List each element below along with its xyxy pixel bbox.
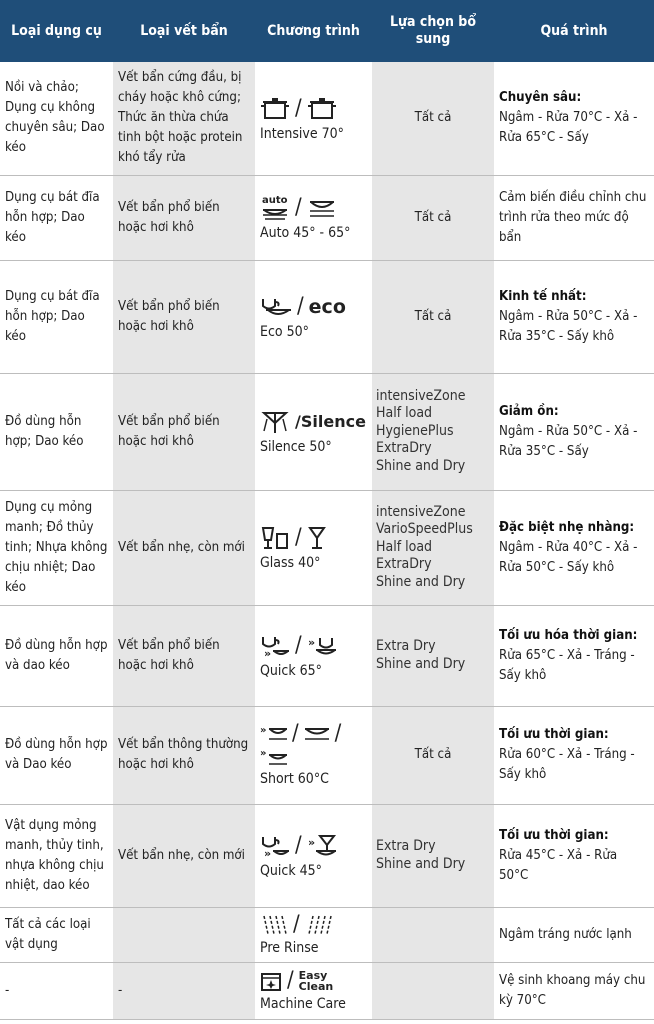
short-icon: » / / » [260, 720, 342, 759]
option-item: VarioSpeedPlus [376, 521, 473, 538]
cell-type: Nồi và chảo; Dụng cụ không chuyên sâu; Dao kéo [0, 62, 113, 175]
cell-soil: Vết bẩn phổ biến hoặc hơi khô [113, 605, 255, 706]
process-title: Tối ưu thời gian: [499, 727, 609, 742]
process-title: Tối ưu hóa thời gian: [499, 627, 638, 643]
cell-type: Đồ dùng hỗn hợp; Dao kéo [0, 373, 113, 490]
cell-options [372, 373, 494, 490]
program-name: Silence 50° [260, 439, 332, 455]
auto-dishes-icon: auto / [260, 193, 367, 223]
cell-program [255, 804, 372, 907]
process-title: Chuyên sâu: [499, 90, 582, 106]
cell-options [372, 605, 494, 706]
cell-type: Đồ dùng hỗn hợp và dao kéo [0, 605, 113, 706]
process-steps: Ngâm - Rửa 40°C - Xả - Rửa 50°C - Sấy khô [499, 539, 638, 575]
glass-icon: / [260, 523, 367, 553]
quick-icon: » / » [260, 631, 367, 661]
table-row [0, 260, 654, 373]
program-name: Intensive 70° [260, 125, 344, 142]
process-steps: Rửa 45°C - Xả - Rửa 50°C [499, 847, 618, 883]
cell-type: Đồ dùng hỗn hợp và Dao kéo [0, 706, 113, 804]
machine-care-icon: / Easy Clean [260, 968, 367, 994]
cell-soil: Vết bẩn nhẹ, còn mới [113, 490, 255, 605]
cell-type: - [0, 962, 113, 1019]
cell-soil: - [113, 962, 255, 1019]
cell-options: Tất cả [372, 62, 494, 175]
table-row [0, 804, 654, 907]
cell-program [255, 605, 372, 706]
auto-label: auto [262, 195, 288, 206]
cell-program [255, 490, 372, 605]
cell-options: Tất cả [372, 706, 494, 804]
cell-program [255, 962, 372, 1019]
cell-program [255, 175, 372, 260]
cell-process: Cảm biến điều chỉnh chu trình rửa theo mức độ bẩn [494, 175, 654, 260]
cell-process [494, 804, 654, 907]
cell-process [494, 706, 654, 804]
header-options: Lựa chọn bổ sung [372, 0, 494, 62]
pot-icon: / [260, 94, 367, 124]
option-item: ExtraDry [376, 440, 432, 457]
svg-text:»: » [264, 847, 272, 859]
cell-type: Vật dụng mỏng manh, thủy tinh, nhựa không chịu nhiệt, dao kéo [0, 804, 113, 907]
table-row [0, 605, 654, 706]
option-item: Half load [376, 538, 433, 555]
cell-process [494, 373, 654, 490]
svg-text:»: » [307, 836, 315, 849]
process-steps: Ngâm - Rửa 70°C - Xả - Rửa 65°C - Sấy [499, 110, 638, 146]
pre-rinse-icon: / [260, 912, 367, 938]
svg-text:»: » [307, 636, 315, 649]
clean-label: Clean [298, 980, 334, 993]
cell-soil: Vết bẩn phổ biến hoặc hơi khô [113, 260, 255, 373]
option-item: Half load [376, 405, 433, 422]
option-item: Extra Dry [376, 638, 436, 654]
cell-type: Dụng cụ bát đĩa hỗn hợp; Dao kéo [0, 175, 113, 260]
process-title: Đặc biệt nhẹ nhàng: [499, 519, 635, 535]
table-row [0, 962, 654, 1019]
option-item: Shine and Dry [376, 573, 466, 590]
option-item: intensiveZone [376, 387, 466, 404]
cell-soil: Vết bẩn phổ biến hoặc hơi khô [113, 373, 255, 490]
table-row [0, 907, 654, 962]
svg-text:»: » [260, 747, 267, 759]
program-name: Pre Rinse [260, 940, 319, 956]
cell-soil: Vết bẩn nhẹ, còn mới [113, 804, 255, 907]
quick45-icon: » / » [260, 831, 367, 861]
eco-label: eco [308, 296, 346, 318]
cell-options [372, 490, 494, 605]
svg-text:»: » [264, 647, 272, 659]
header-process: Quá trình [494, 0, 654, 62]
svg-text:»: » [260, 724, 267, 736]
table-row [0, 175, 654, 260]
option-item: HygienePlus [376, 422, 454, 439]
table-row [0, 490, 654, 605]
process-steps: Ngâm - Rửa 50°C - Xả - Rửa 35°C - Sấy khô [499, 308, 638, 344]
cell-process [494, 490, 654, 605]
cell-type: Dụng cụ bát đĩa hỗn hợp; Dao kéo [0, 260, 113, 373]
cell-program [255, 706, 372, 804]
cell-process [494, 62, 654, 175]
program-name: Auto 45° - 65° [260, 225, 351, 241]
option-item: ExtraDry [376, 556, 432, 573]
table-row [0, 62, 654, 175]
cell-options [372, 962, 494, 1019]
option-item: Shine and Dry [376, 457, 466, 474]
cell-program [255, 260, 372, 373]
process-title: Tối ưu thời gian: [499, 827, 609, 843]
silence-label: Silence [300, 412, 366, 431]
cell-options [372, 907, 494, 962]
cell-soil: Vết bẩn thông thường hoặc hơi khô [113, 706, 255, 804]
cell-options [372, 804, 494, 907]
cell-process: Ngâm tráng nước lạnh [494, 907, 654, 962]
table-row [0, 373, 654, 490]
header-type: Loại dụng cụ [0, 0, 113, 62]
eco-icon: / eco [260, 292, 367, 322]
process-steps: Ngâm - Rửa 50°C - Xả - Rửa 35°C - Sấy [499, 423, 638, 459]
option-item: Shine and Dry [376, 655, 466, 672]
process-steps: Rửa 65°C - Xả - Tráng - Sấy khô [499, 647, 635, 683]
cell-type: Dụng cụ mỏng manh; Đồ thủy tinh; Nhựa không chịu nhiệt; Dao kéo [0, 490, 113, 605]
program-name: Machine Care [260, 996, 346, 1012]
cell-options: Tất cả [372, 175, 494, 260]
process-title: Giảm ồn: [499, 403, 559, 419]
process-title: Kinh tế nhất: [499, 288, 587, 304]
option-item: Extra Dry [376, 838, 436, 854]
easy-label: Easy [298, 969, 328, 982]
header-row [0, 0, 654, 62]
program-name: Eco 50° [260, 324, 309, 340]
cell-soil: Vết bẩn phổ biến hoặc hơi khô [113, 175, 255, 260]
cell-process: Vệ sinh khoang máy chu kỳ 70°C [494, 962, 654, 1019]
cell-soil: Vết bẩn cứng đầu, bị cháy hoặc khô cứng; Thức ăn thừa chứa tinh bột hoặc protein khó tẩy rửa [113, 62, 255, 175]
program-name: Quick 45° [260, 863, 322, 879]
cell-soil [113, 907, 255, 962]
process-steps: Rửa 60°C - Xả - Tráng - Sấy khô [499, 747, 635, 782]
cell-type: Tất cả các loại vật dụng [0, 907, 113, 962]
header-soil: Loại vết bẩn [113, 0, 255, 62]
cell-program [255, 62, 372, 175]
cell-program [255, 907, 372, 962]
option-item: Shine and Dry [376, 855, 466, 872]
silence-icon: /Silence [260, 407, 367, 437]
program-name: Short 60°C [260, 770, 329, 787]
cell-program [255, 373, 372, 490]
header-program: Chương trình [255, 0, 372, 62]
program-name: Quick 65° [260, 663, 322, 679]
program-name: Glass 40° [260, 555, 321, 571]
cell-process [494, 260, 654, 373]
table-row [0, 706, 654, 804]
cell-process [494, 605, 654, 706]
option-item: intensiveZone [376, 503, 466, 520]
cell-options: Tất cả [372, 260, 494, 373]
